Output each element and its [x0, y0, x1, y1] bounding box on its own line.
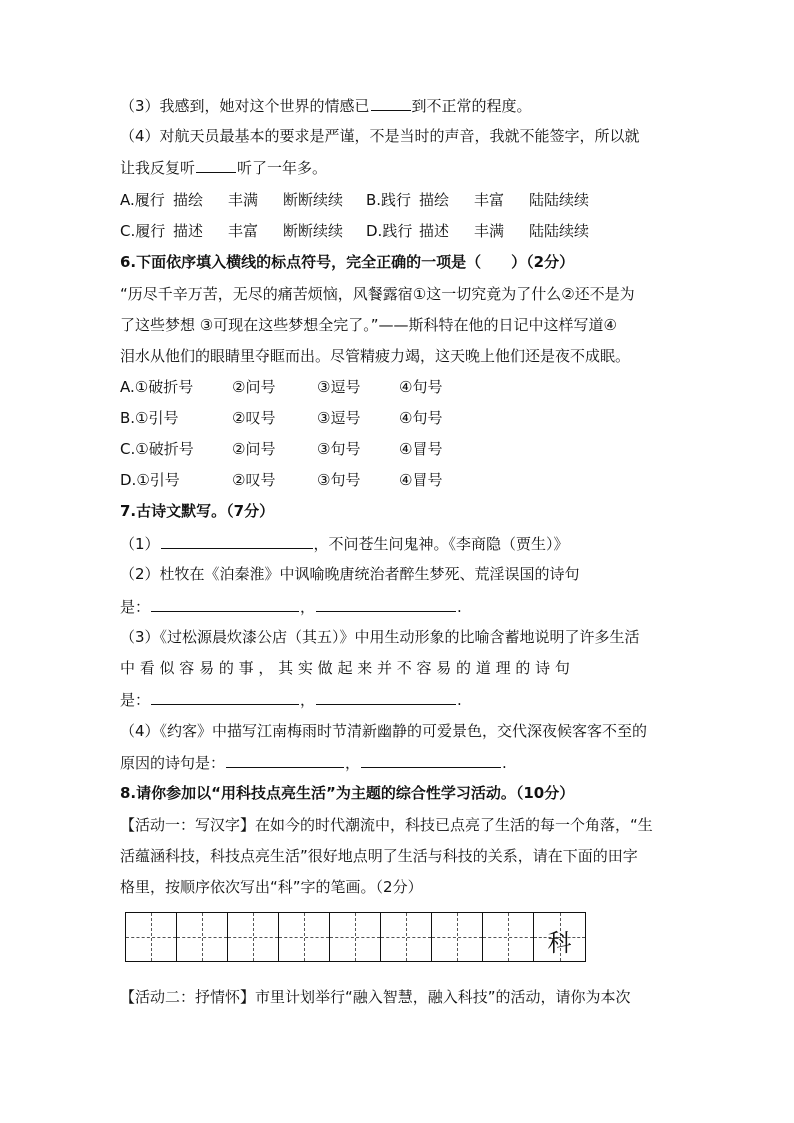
- q8-activity-1-line-2: 活蕴涵科技，科技点亮生活”很好地点明了生活与科技的关系，请在下面的田字: [120, 847, 638, 865]
- q7-title: 7.古诗文默写。（7分）: [120, 502, 275, 520]
- cell-guide: [126, 937, 176, 938]
- q6-passage-line-3: 泪水从他们的眼睛里夺眶而出。尽管精疲力竭，这天晚上他们还是夜不成眠。: [120, 347, 631, 365]
- q7-item-3-cont2: 是： ， .: [120, 691, 462, 709]
- tianzige-cell[interactable]: [126, 913, 177, 961]
- cell-guide: [330, 937, 380, 938]
- tianzige-cell[interactable]: [432, 913, 483, 961]
- cell-guide: [381, 937, 431, 938]
- cell-guide: [483, 937, 533, 938]
- q7-item-3: （3）《过松源晨炊漆公店（其五）》中用生动形象的比喻含蓄地说明了许多生活: [120, 628, 640, 646]
- q6-option-a[interactable]: A.①破折号 ②问号 ③逗号 ④句号: [120, 378, 443, 396]
- q8-activity-1-line-1: 【活动一：写汉字】在如今的时代潮流中，科技已点亮了生活的每一个角落，“生: [120, 816, 653, 834]
- q5-sentence-4: （4）对航天员最基本的要求是严谨，不是当时的声音，我就不能签字，所以就: [120, 127, 640, 145]
- answer-blank[interactable]: [371, 95, 411, 111]
- cell-guide: [177, 937, 227, 938]
- example-character: 科: [547, 929, 572, 957]
- cell-guide: [279, 937, 329, 938]
- q5-sentence-3: （3）我感到，她对这个世界的情感已 到不正常的程度。: [120, 97, 532, 115]
- q8-activity-1-line-3: 格里，按顺序依次写出“科”字的笔画。（2分）: [120, 878, 423, 896]
- tianzige-cell[interactable]: [330, 913, 381, 961]
- q6-option-c[interactable]: C.①破折号 ②问号 ③句号 ④冒号: [120, 440, 443, 458]
- cell-guide: [432, 937, 482, 938]
- q7-item-2-cont: 是： ， .: [120, 598, 462, 616]
- q6-title: 6.下面依序填入横线的标点符号，完全正确的一项是（ ）（2分）: [120, 253, 575, 271]
- q8-title: 8.请你参加以“用科技点亮生活”为主题的综合性学习活动。（10分）: [120, 784, 575, 802]
- answer-blank[interactable]: [161, 533, 313, 549]
- cell-guide: [228, 937, 278, 938]
- q7-item-2: （2）杜牧在《泊秦淮》中讽喻晚唐统治者醉生梦死、荒淫误国的诗句: [120, 565, 580, 583]
- answer-blank[interactable]: [361, 752, 501, 768]
- q6-passage-line-2: 了这些梦想 ③可现在这些梦想全完了。”——斯科特在他的日记中这样写道④: [120, 316, 617, 334]
- q8-activity-2-line-1: 【活动二：抒情怀】市里计划举行“融入智慧，融入科技”的活动，请你为本次: [120, 988, 631, 1006]
- tianzige-grid[interactable]: [125, 912, 586, 962]
- tianzige-cell[interactable]: [483, 913, 534, 961]
- q7-item-4: （4）《约客》中描写江南梅雨时节清新幽静的可爱景色，交代深夜候客客不至的: [120, 722, 648, 740]
- answer-blank[interactable]: [316, 596, 456, 612]
- tianzige-cell[interactable]: [279, 913, 330, 961]
- tianzige-cell[interactable]: [534, 913, 585, 961]
- q6-passage-line-1: “历尽千辛万苦，无尽的痛苦烦恼，风餐露宿①这一切究竟为了什么②还不是为: [120, 285, 635, 303]
- q7-item-3-cont: 中 看 似 容 易 的 事 ， 其 实 做 起 来 并 不 容 易 的 道 理 的 诗 句: [120, 659, 570, 677]
- q5-sentence-4-cont: 让我反复听 听了一年多。: [120, 159, 328, 177]
- q7-item-4-cont: 原因的诗句是： ， .: [120, 754, 507, 772]
- answer-blank[interactable]: [196, 157, 236, 173]
- answer-blank[interactable]: [316, 689, 456, 705]
- q7-item-1: （1） ，不问苍生问鬼神。《李商隐（贾生）》: [120, 535, 569, 553]
- tianzige-cell[interactable]: [381, 913, 432, 961]
- q6-option-b[interactable]: B.①引号 ②叹号 ③逗号 ④句号: [120, 409, 443, 427]
- answer-blank[interactable]: [151, 689, 299, 705]
- q5-options-ab[interactable]: A.履行 描绘 丰满 断断续续 B.践行 描绘 丰富 陆陆续续: [120, 191, 590, 209]
- q6-option-d[interactable]: D.①引号 ②叹号 ③句号 ④冒号: [120, 471, 443, 489]
- tianzige-cell[interactable]: [228, 913, 279, 961]
- tianzige-cell[interactable]: [177, 913, 228, 961]
- answer-blank[interactable]: [151, 596, 299, 612]
- q5-options-cd[interactable]: C.履行 描述 丰富 断断续续 D.践行 描述 丰满 陆陆续续: [120, 222, 590, 240]
- answer-blank[interactable]: [226, 752, 344, 768]
